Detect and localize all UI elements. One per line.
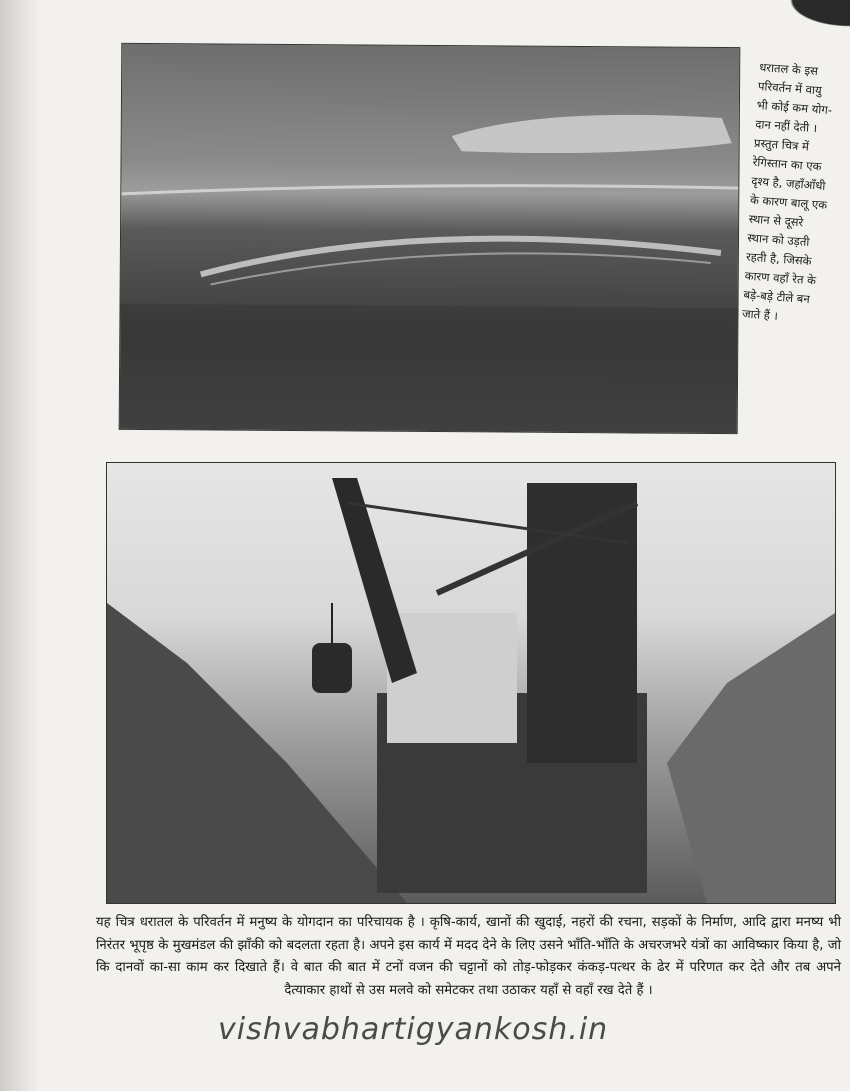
caption-body: यह चित्र धरातल के परिवर्तन में मनुष्य के योगदान का परिचायक है । कृषि-कार्य, खानों की खुदाई, नहरों की रचना, सड़कों के निर्माण, आदि द्वारा मनष्य भी निरंतर भूपृष्ठ के मुखमंडल की झाँकी को बदलता रहता है। अपने इस कार्य में मदद देने के लिए उसने भाँति-भाँति के अचरजभरे यंत्रों का आविष्कार किया है, जो कि दानवों का-सा काम कर दिखाते हैं। वे बात की बात में टनों वजन की चट्टानों को तोड़-फोड़कर कंकड़-पत्थर के ढेर में परिणत कर देते और तब अपने (96, 915, 841, 975)
caption-line: परिवर्तन में वायु (757, 78, 823, 98)
caption-line: स्थान को उड़ती (746, 230, 810, 249)
excavator-photo-caption (96, 912, 841, 1002)
caption-line: प्रस्तुत चित्र में (753, 135, 810, 154)
caption-line: के कारण बालू एक (749, 192, 828, 213)
caption-line: धरातल के इस (758, 59, 819, 79)
caption-line: जाते हैं । (741, 306, 779, 323)
desert-sand-dunes-photo (119, 43, 741, 434)
watermark: vishvabhartigyankosh.in (218, 1012, 609, 1047)
caption-line: भी कोई कम योग- (756, 97, 833, 118)
caption-line: बड़े-बड़े टीले बन (742, 287, 811, 307)
caption-last-line: दैत्याकार हाथों से उस मलवे को समेटकर तथा उठाकर यहाँ से वहाँ रख देते हैं । (284, 982, 653, 998)
caption-line: रेगिस्तान का एक (752, 154, 822, 174)
caption-line: स्थान से दूसरे (748, 211, 804, 230)
page-corner (760, 0, 850, 40)
caption-line: रहती है, जिसके (745, 249, 812, 269)
mining-excavator-photo (106, 462, 836, 904)
caption-line: दान नहीं देती । (754, 116, 818, 136)
caption-line: कारण वहाँ रेत के (744, 268, 817, 288)
desert-photo-caption (741, 58, 841, 329)
caption-line: दृश्य है, जहाँआँधी (750, 173, 826, 193)
book-gutter-shadow (0, 0, 40, 1091)
